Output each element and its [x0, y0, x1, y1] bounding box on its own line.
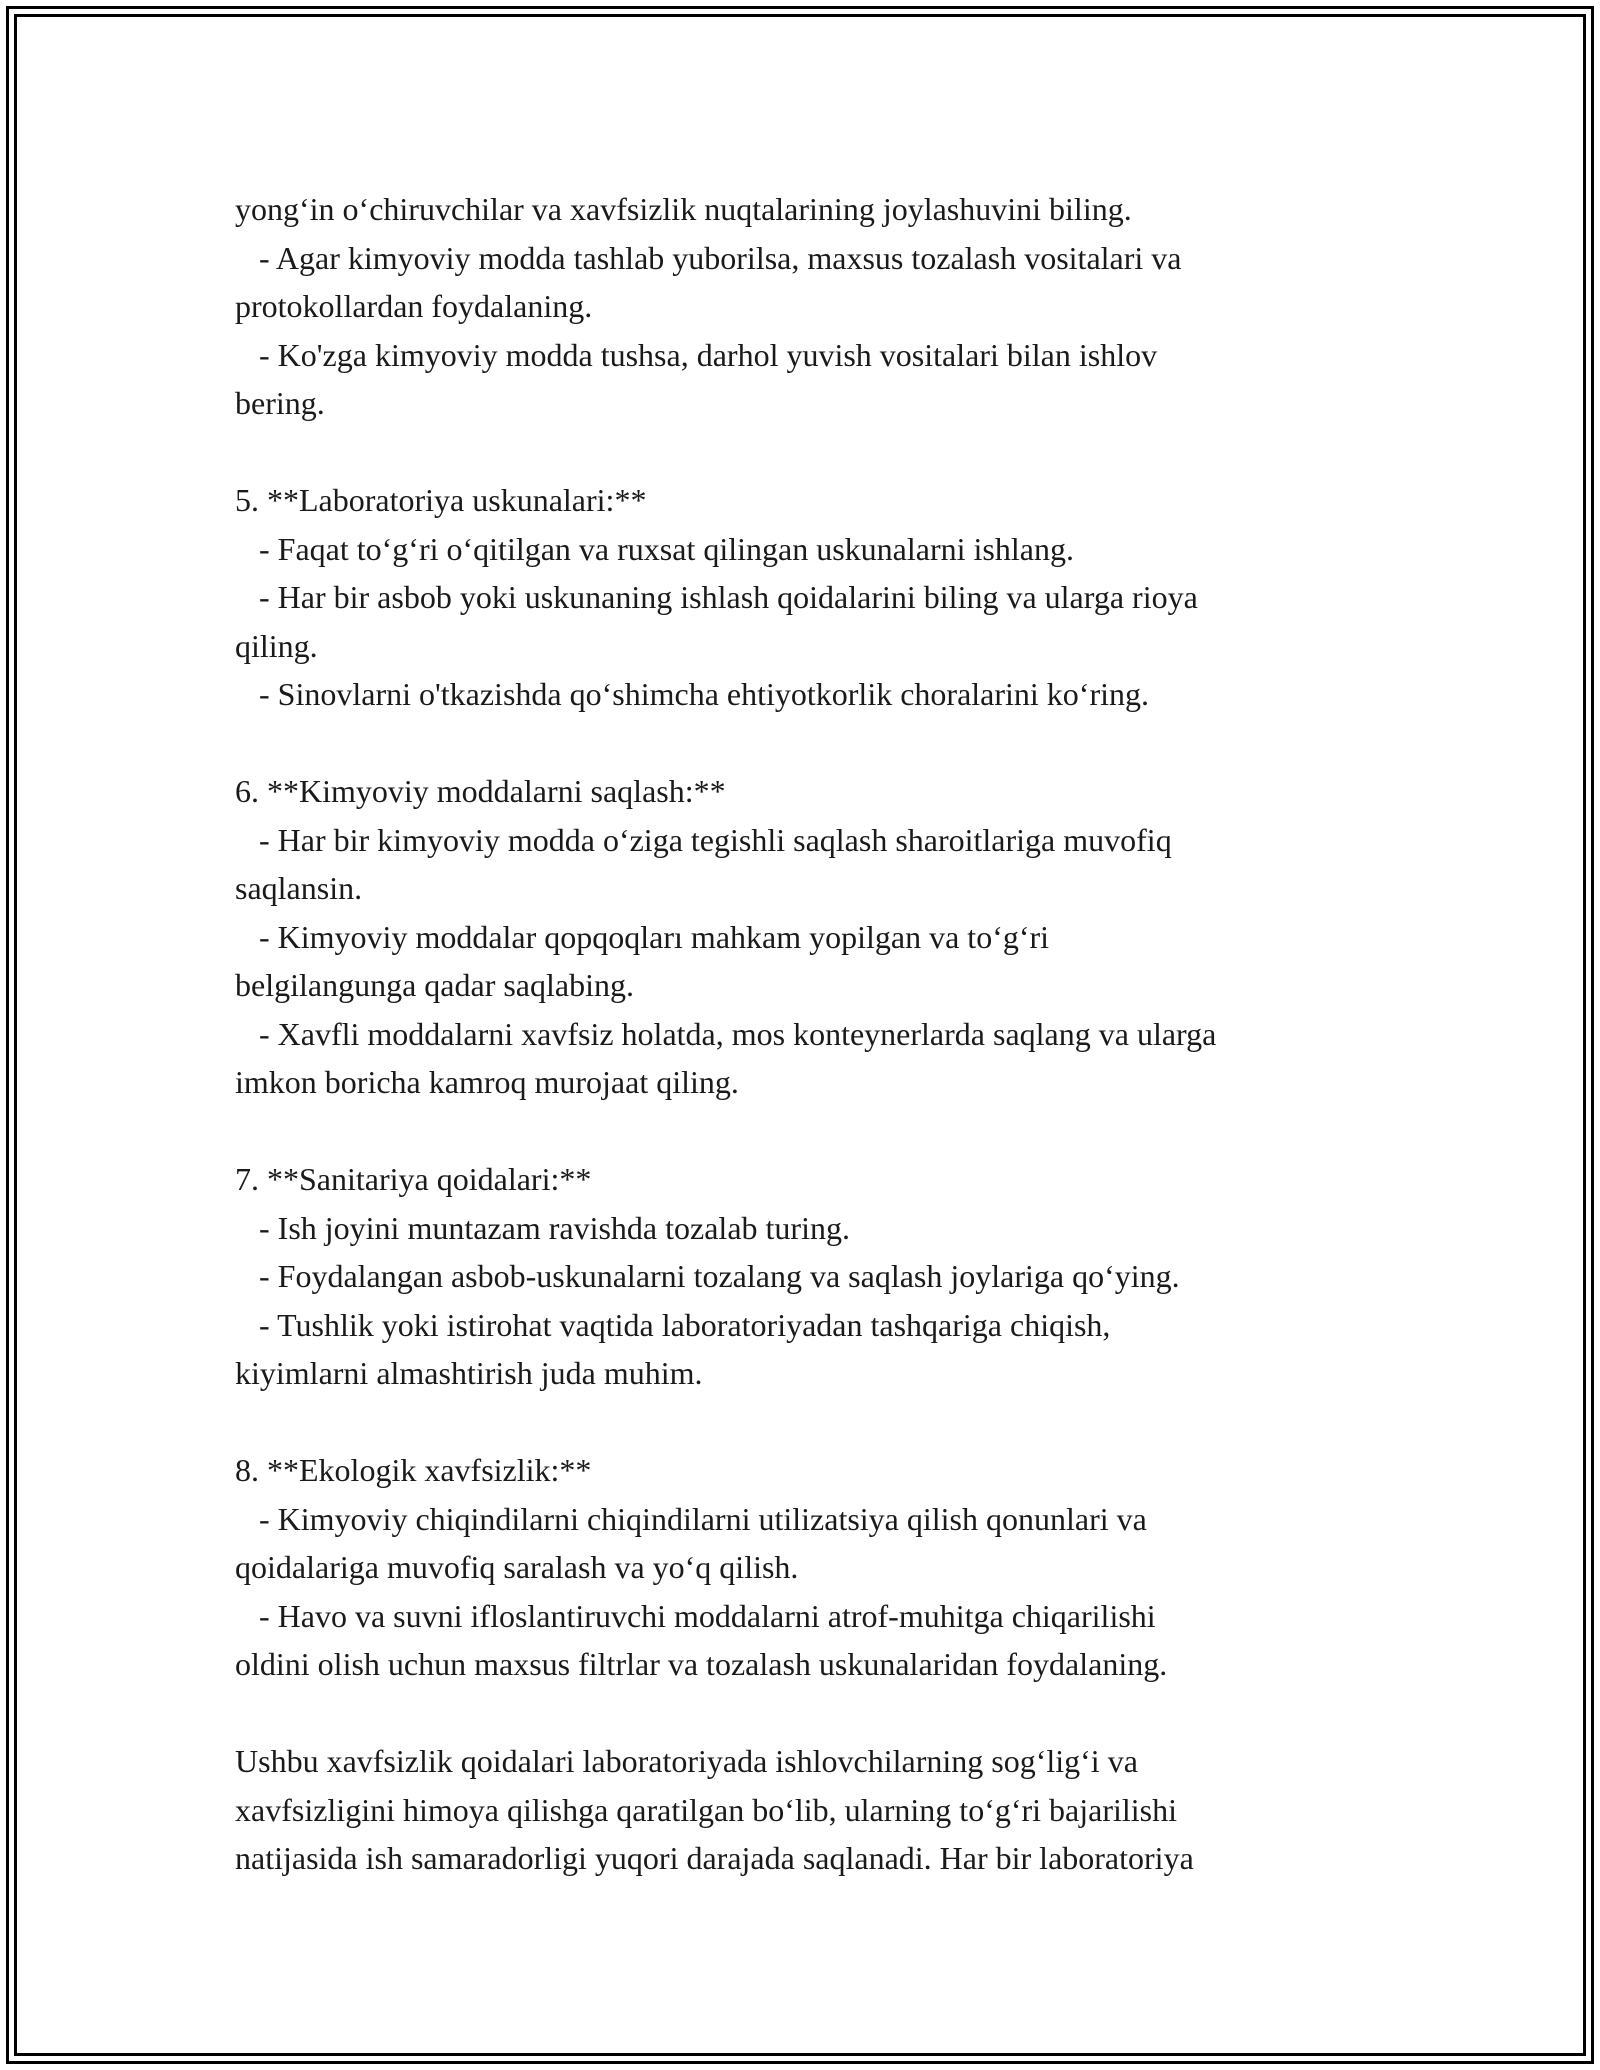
text-line: - Kimyoviy moddalar qopqoqları mahkam yopilgan va to‘g‘ri [235, 918, 1050, 955]
blank-line [235, 1689, 1415, 1738]
text-line: - Kimyoviy chiqindilarni chiqindilarni utilizatsiya qilish qonunlari va [235, 1500, 1147, 1537]
text-line: kiyimlarni almashtirish juda muhim. [235, 1355, 703, 1391]
text-line: - Tushlik yoki istirohat vaqtida laboratoriyadan tashqariga chiqish, [235, 1306, 1111, 1343]
text-line: - Har bir kimyoviy modda o‘ziga tegishli saqlash sharoitlariga muvofiq [235, 821, 1172, 858]
text-line: imkon boricha kamroq murojaat qiling. [235, 1064, 739, 1100]
text-line: 6. **Kimyoviy moddalarni saqlash:** [235, 773, 726, 809]
blank-line [235, 428, 1415, 477]
text-line: yong‘in o‘chiruvchilar va xavfsizlik nuqtalarining joylashuvini biling. [235, 191, 1132, 227]
text-line: 8. **Ekologik xavfsizlik:** [235, 1452, 592, 1488]
text-line: - Ko'zga kimyoviy modda tushsa, darhol yuvish vositalari bilan ishlov [235, 336, 1158, 373]
text-line: - Havo va suvni ifloslantiruvchi moddalarni atrof-muhitga chiqarilishi [235, 1597, 1156, 1634]
text-line: - Sinovlarni o'tkazishda qo‘shimcha ehtiyotkorlik choralarini ko‘ring. [235, 676, 1149, 712]
blank-line [235, 1107, 1415, 1156]
text-line: saqlansin. [235, 870, 363, 906]
text-line: natijasida ish samaradorligi yuqori darajada saqlanadi. Har bir laboratoriya [235, 1840, 1194, 1876]
text-line: xavfsizligini himoya qilishga qaratilgan bo‘lib, ularning to‘g‘ri bajarilishi [235, 1791, 1178, 1828]
text-line: qiling. [235, 627, 318, 664]
text-line: - Har bir asbob yoki uskunaning ishlash qoidalarini biling va ularga rioya [235, 579, 1198, 615]
text-line: qoidalariga muvofiq saralash va yo‘q qilish. [235, 1549, 799, 1585]
text-line: - Xavfli moddalarni xavfsiz holatda, mos konteynerlarda saqlang va ularga [235, 1015, 1217, 1052]
text-line: - Foydalangan asbob-uskunalarni tozalang va saqlash joylariga qo‘ying. [235, 1258, 1180, 1294]
text-line: 7. **Sanitariya qoidalari:** [235, 1161, 592, 1197]
text-line: - Agar kimyoviy modda tashlab yuborilsa, maxsus tozalash vositalari va [235, 239, 1182, 276]
blank-line [235, 719, 1415, 768]
text-line: - Faqat to‘g‘ri o‘qitilgan va ruxsat qilingan uskunalarni ishlang. [235, 530, 1074, 567]
text-line: belgilangunga qadar saqlabing. [235, 967, 634, 1003]
document-body [235, 185, 1415, 1883]
text-line: - Ish joyini muntazam ravishda tozalab turing. [235, 1209, 850, 1246]
text-line: protokollardan foydalaning. [235, 288, 593, 324]
text-line: Ushbu xavfsizlik qoidalari laboratoriyada ishlovchilarning sog‘lig‘i va [235, 1743, 1138, 1779]
text-line: 5. **Laboratoriya uskunalari:** [235, 482, 647, 518]
text-line: oldini olish uchun maxsus filtrlar va tozalash uskunalaridan foydalaning. [235, 1646, 1168, 1682]
text-line: bering. [235, 385, 325, 421]
blank-line [235, 1398, 1415, 1447]
